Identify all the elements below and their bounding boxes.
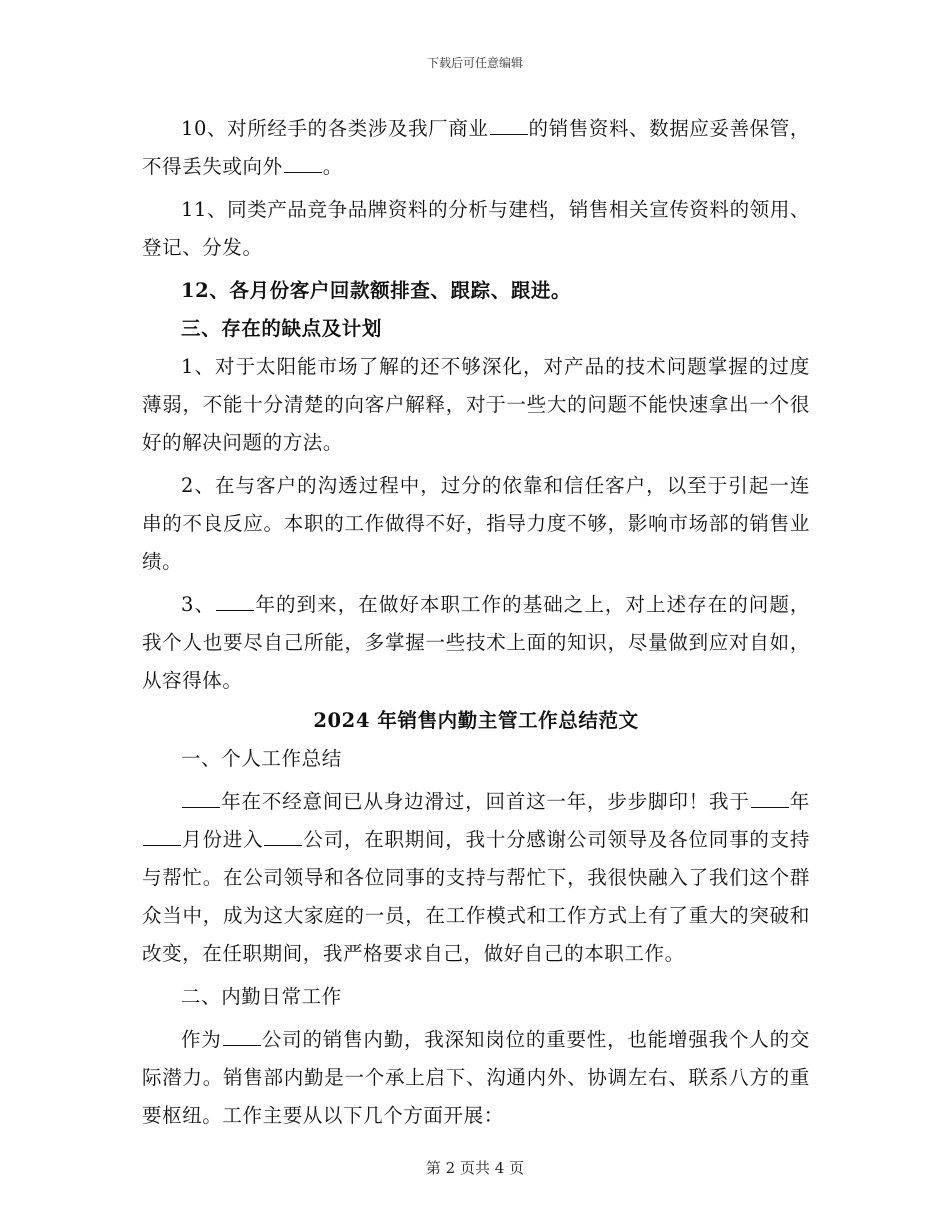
- fill-blank: [490, 115, 528, 136]
- section-heading-personal-summary: 一、个人工作总结: [181, 747, 342, 770]
- paragraph-shortcoming-2: 2、在与客户的沟透过程中，过分的依靠和信任客户，以至于引起一连串的不良反应。本职的工作做得不好，指导力度不够，影响市场部的销售业绩。: [142, 474, 810, 573]
- fill-blank: [751, 788, 789, 809]
- paragraph-personal-summary: [142, 783, 810, 973]
- text-run: 。: [322, 155, 343, 178]
- text-run: 年: [789, 790, 810, 813]
- page-footer: 第 2 页共 4 页: [425, 1159, 525, 1177]
- paragraph-shortcoming-3: [142, 586, 810, 700]
- text-run: 年的到来，在做好本职工作的基础之上，对上述存在的问题，我个人也要尽自己所能，多掌握一些技术上面的知识，尽量做到应对自如，从容得体。: [142, 593, 811, 692]
- section-heading-shortcomings: 三、存在的缺点及计划: [181, 317, 383, 340]
- document-title: 2024 年销售内勤主管工作总结范文: [313, 709, 639, 732]
- text-run: 公司的销售内勤，我深知岗位的重要性，也能增强我个人的交际潜力。销售部内勤是一个承上启下、沟通内外、协调左右、联系八方的重要枢纽。工作主要从以下几个方面开展：: [142, 1028, 810, 1127]
- paragraph-item-12: 12、各月份客户回款额排查、跟踪、跟进。: [181, 279, 572, 302]
- paragraph-item-10: [142, 110, 810, 186]
- fill-blank: [182, 788, 220, 809]
- section-heading-daily-work: 二、内勤日常工作: [181, 985, 342, 1008]
- text-run: 公司，在职期间，我十分感谢公司领导及各位同事的支持与帮忙。在公司领导和各位同事的支持与帮忙下，我很快融入了我们这个群众当中，成为这大家庭的一员，在工作模式和工作方式上有了重大的突破和改变，在任职期间，我严格要求自己，做好自己的本职工作。: [142, 828, 810, 965]
- text-run: 的销售资料、数据应妥善保管，不得丢失或向外: [142, 117, 810, 178]
- page-header: 下载后可任意编辑: [426, 56, 523, 70]
- paragraph-item-11: 11、同类产品竞争品牌资料的分析与建档，销售相关宣传资料的领用、登记、分发。: [142, 198, 811, 259]
- fill-blank: [143, 826, 181, 847]
- text-run: 10、对所经手的各类涉及我厂商业: [181, 117, 489, 140]
- text-run: 月份进入: [182, 828, 264, 851]
- paragraph-daily-work: [142, 1021, 810, 1135]
- text-run: 作为: [181, 1028, 222, 1051]
- text-run: 3、: [181, 593, 216, 616]
- fill-blank: [223, 1026, 261, 1047]
- paragraph-shortcoming-1: 1、对于太阳能市场了解的还不够深化，对产品的技术问题掌握的过度薄弱，不能十分清楚的向客户解释，对于一些大的问题不能快速拿出一个很好的解决问题的方法。: [142, 355, 810, 454]
- fill-blank: [284, 153, 322, 174]
- fill-blank: [216, 591, 254, 612]
- fill-blank: [264, 826, 302, 847]
- text-run: 年在不经意间已从身边滑过，回首这一年，步步脚印！我于: [221, 790, 750, 813]
- document-body: [142, 110, 810, 1135]
